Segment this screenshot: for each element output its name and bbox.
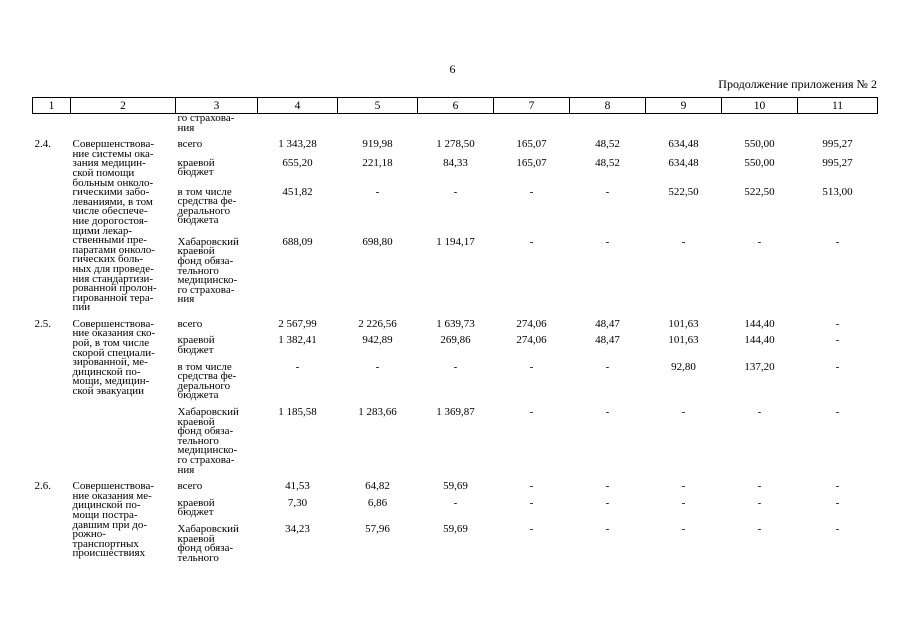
value-cell: 513,00 [822,185,853,198]
column-number: 2 [71,98,176,114]
value-cell: - [835,317,840,330]
value-cell: - [605,522,610,535]
value-cell: 48,52 [595,138,620,151]
value-cell: 995,27 [822,138,853,151]
funding-source: в том числе средства фе- дерального бюджета [177,185,237,227]
value-cell: 221,18 [362,156,393,169]
value-cell: - [835,480,840,493]
funding-source: в том числе средства фе- дерального бюджета [177,360,237,402]
row-name: Совершенствова- ние оказания ско- рой, в том числе скорой специали- зированной, ме- дицинской по- мощи, медицин- ской эвакуации [72,317,156,398]
value-cell: - [529,360,534,373]
value-cell: - [375,185,380,198]
value-cell: - [757,496,762,509]
value-cell: 942,89 [362,334,393,347]
value-cell: - [529,480,534,493]
value-cell: - [681,480,686,493]
funding-source: краевой бюджет [177,334,215,357]
row-code: 2.6. [34,480,51,493]
value-cell: 2 226,56 [358,317,397,330]
value-cell: - [529,235,534,248]
column-number: 6 [418,98,494,114]
value-cell: 64,82 [365,480,390,493]
value-cell: 84,33 [443,156,468,169]
column-number: 4 [258,98,338,114]
value-cell: 144,40 [744,317,775,330]
value-cell: 655,20 [282,156,313,169]
value-cell: 451,82 [282,185,313,198]
value-cell: - [605,235,610,248]
value-cell: 48,52 [595,156,620,169]
page-number: 6 [449,62,456,76]
value-cell: - [835,334,840,347]
carryover-row [33,114,878,134]
value-cell: - [529,496,534,509]
value-cell: 1 343,28 [278,138,317,151]
appendix-caption: Продолжение приложения № 2 [718,77,877,91]
value-cell: 59,69 [443,522,468,535]
funding-source: краевой бюджет [177,156,215,179]
value-cell: - [529,522,534,535]
table-row [33,313,878,330]
value-cell: - [835,360,840,373]
value-cell: 274,06 [516,334,547,347]
value-cell: - [605,406,610,419]
value-cell: 919,98 [362,138,393,151]
value-cell: - [529,185,534,198]
value-cell: 92,80 [671,360,696,373]
value-cell: 634,48 [668,156,699,169]
value-cell: - [453,496,458,509]
value-cell: 48,47 [595,317,620,330]
value-cell: - [757,480,762,493]
funding-source: Хабаровский краевой фонд обяза- тельного медицинско- го страхова- ния [177,406,239,476]
value-cell: - [681,235,686,248]
funding-source: краевой бюджет [177,496,215,519]
value-cell: - [605,360,610,373]
row-name: Совершенствова- ние оказания ме- дицинской по- мощи постра- давшим при до- рожно- транспортных происшествиях [72,480,154,560]
value-cell: 550,00 [744,138,775,151]
column-number: 1 [33,98,71,114]
value-cell: - [835,496,840,509]
value-cell: 59,69 [443,480,468,493]
value-cell: 7,30 [287,496,308,509]
value-cell: 1 194,17 [436,235,475,248]
value-cell: - [529,406,534,419]
value-cell: - [453,360,458,373]
value-cell: 41,53 [285,480,310,493]
value-cell: 698,80 [362,235,393,248]
table-body [33,114,878,564]
value-cell: 1 185,58 [278,406,317,419]
row-code: 2.4. [34,138,51,151]
funding-source: всего [177,317,203,330]
value-cell: 995,27 [822,156,853,169]
value-cell: 34,23 [285,522,310,535]
value-cell: 274,06 [516,317,547,330]
column-number: 7 [494,98,570,114]
column-number: 9 [646,98,722,114]
row-name: Совершенствова- ние системы ока- зания медицин- ской помощи больным онколо- гическими забо- леваниями, в том числе обеспече- ние дорогостоя- щими лекар- ственными пре- паратами онколо- гических боль- ных для проведе- ния стандартизи- рованной пролон- гированной тера- пии [72,138,157,314]
value-cell: 48,47 [595,334,620,347]
column-number: 8 [570,98,646,114]
value-cell: - [681,522,686,535]
column-number-header [33,98,878,114]
carryover-text: го страхова- ния [177,112,235,134]
value-cell: - [835,406,840,419]
value-cell: 101,63 [668,334,699,347]
value-cell: 269,86 [440,334,471,347]
column-number: 10 [722,98,798,114]
appendix-table [32,97,878,563]
value-cell: 57,96 [365,522,390,535]
funding-source: всего [177,480,203,493]
value-cell: - [757,235,762,248]
value-cell: 522,50 [744,185,775,198]
value-cell: - [757,406,762,419]
value-cell: - [835,522,840,535]
value-cell: 1 369,87 [436,406,475,419]
value-cell: - [681,496,686,509]
value-cell: 550,00 [744,156,775,169]
value-cell: 1 283,66 [358,406,397,419]
value-cell: 101,63 [668,317,699,330]
column-number: 5 [338,98,418,114]
value-cell: 688,09 [282,235,313,248]
value-cell: 6,86 [367,496,388,509]
funding-source: Хабаровский краевой фонд обяза- тельного медицинско- го страхова- ния [177,235,239,306]
value-cell: - [605,496,610,509]
value-cell: 634,48 [668,138,699,151]
value-cell: 1 382,41 [278,334,317,347]
value-cell: 165,07 [516,156,547,169]
value-cell: 2 567,99 [278,317,317,330]
value-cell: - [453,185,458,198]
row-code: 2.5. [34,317,51,330]
value-cell: - [295,360,300,373]
funding-source: Хабаровский краевой фонд обяза- тельного [177,522,239,564]
value-cell: 1 639,73 [436,317,475,330]
value-cell: 137,20 [744,360,775,373]
table-row [33,133,878,151]
value-cell: - [757,522,762,535]
funding-source: всего [177,138,203,151]
value-cell: 165,07 [516,138,547,151]
value-cell: - [835,235,840,248]
value-cell: - [681,406,686,419]
value-cell: - [605,480,610,493]
value-cell: - [375,360,380,373]
table-row [33,475,878,492]
column-number: 3 [176,98,258,114]
value-cell: - [605,185,610,198]
column-number: 11 [798,98,878,114]
value-cell: 1 278,50 [436,138,475,151]
value-cell: 144,40 [744,334,775,347]
value-cell: 522,50 [668,185,699,198]
